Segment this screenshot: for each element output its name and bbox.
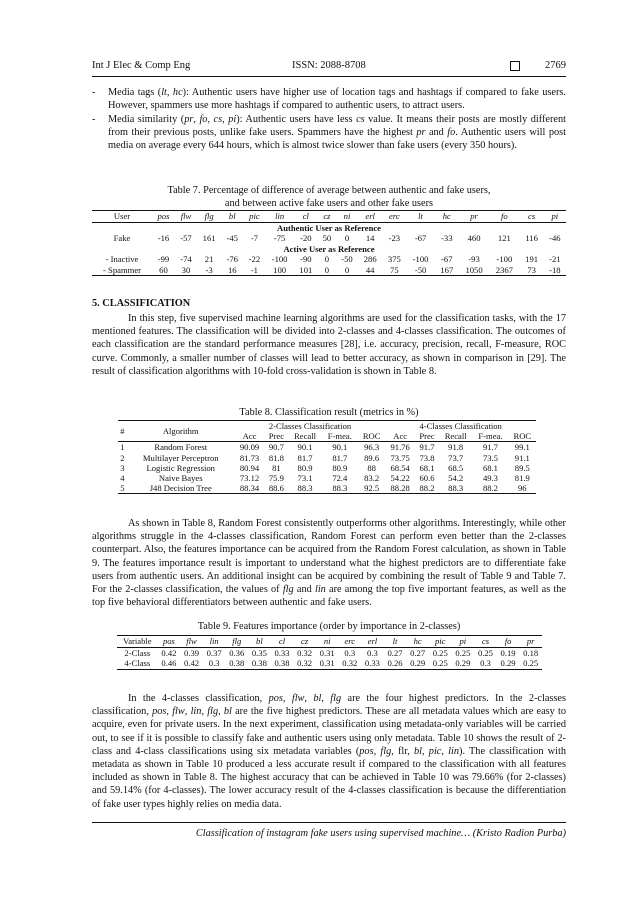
table-cell: 0.32 xyxy=(297,658,313,668)
table-cell: 0.33 xyxy=(364,658,380,668)
table-cell: pi xyxy=(551,211,559,221)
table-cell: 101 xyxy=(299,264,313,275)
text-run: , xyxy=(184,706,191,718)
table-cell: 0.3 xyxy=(367,647,378,658)
table-cell: Random Forest xyxy=(154,442,208,453)
table-row xyxy=(118,483,536,494)
table-cell: 75.9 xyxy=(268,473,284,484)
text-run: value. It means their posts are mostly different from their previous posts, unlike fake users. Spammers have the highest xyxy=(108,114,566,139)
text-run: In the 4-classes classification, xyxy=(128,693,269,704)
table-cell: Prec xyxy=(419,431,435,442)
table-cell: -18 xyxy=(549,264,561,275)
table-cell: 1050 xyxy=(465,264,483,275)
table-cell: 73.1 xyxy=(297,473,313,484)
table-cell: ni xyxy=(323,636,331,646)
table-cell: 191 xyxy=(525,254,539,264)
table-cell: 0.29 xyxy=(410,658,426,668)
table-cell: 0 xyxy=(344,264,350,275)
table-row xyxy=(118,453,536,463)
table-cell: 375 xyxy=(387,254,401,264)
table-cell: 68.54 xyxy=(390,462,410,473)
table-cell: flw xyxy=(180,211,192,221)
text-run: bl xyxy=(223,706,232,718)
table-cell: 0.33 xyxy=(274,647,290,658)
table-cell: pr xyxy=(470,211,478,221)
table-cell: Recall xyxy=(444,431,467,442)
table-cell: 73.7 xyxy=(448,452,464,463)
table-cell: hc xyxy=(413,636,422,646)
table-cell: flw xyxy=(186,636,197,646)
table-cell: 0.27 xyxy=(410,647,426,658)
text-run: pos xyxy=(268,693,283,704)
table-cell: 44 xyxy=(365,264,375,275)
table-cell: 0.42 xyxy=(161,647,177,658)
table-cell: 460 xyxy=(467,233,481,243)
text-run: pr xyxy=(416,127,426,139)
table-cell: -93 xyxy=(468,254,480,264)
table-cell: 0.36 xyxy=(229,647,245,658)
text-run: flg xyxy=(282,584,294,596)
text-run: . Authentic users will post media on average every 644 hours, which is almost twice slower than fake users (every 350 hours). xyxy=(108,127,566,152)
table-row xyxy=(117,647,542,658)
table-cell: pi xyxy=(459,636,467,646)
text-run: , xyxy=(166,706,173,718)
table-cell: 30 xyxy=(181,264,191,275)
table-cell: 0 xyxy=(344,233,350,243)
text-run: hc xyxy=(172,87,183,98)
bullet-media-similarity xyxy=(92,113,566,153)
table-cell: lin xyxy=(275,211,285,221)
table-cell: erc xyxy=(344,636,356,646)
text-run: , xyxy=(441,745,449,757)
table8-caption: Table 8. Classification result (metrics in %) xyxy=(239,407,419,418)
table-cell: 0.31 xyxy=(319,647,335,658)
text-run: flg xyxy=(207,706,219,718)
table-cell: 2 xyxy=(120,452,125,463)
table-cell: -90 xyxy=(300,254,312,264)
table-cell: pr xyxy=(526,636,535,646)
table-cell: -22 xyxy=(248,254,261,264)
text-run: fo xyxy=(447,127,456,139)
table-cell: flg xyxy=(232,636,242,646)
page-number: 2769 xyxy=(545,60,566,71)
table-cell: ni xyxy=(343,211,351,221)
table-cell: 68.1 xyxy=(482,462,498,473)
table-cell: - Inactive xyxy=(105,254,139,264)
table-cell: 54.2 xyxy=(448,473,464,484)
table-cell: 0.25 xyxy=(455,647,471,658)
table-cell: 3 xyxy=(120,462,125,473)
table-cell: 81.9 xyxy=(514,473,530,484)
text-run: cs xyxy=(356,114,365,125)
table-cell: 14 xyxy=(365,233,375,243)
table-cell: 286 xyxy=(363,254,377,264)
table-cell: 0.3 xyxy=(344,647,356,658)
table-cell: 91.1 xyxy=(514,452,530,463)
table-cell: 80.9 xyxy=(297,462,313,473)
text-run: , xyxy=(193,114,200,125)
table-cell: fo xyxy=(501,211,508,221)
table-cell: -100 xyxy=(271,254,288,264)
table-cell: 1 xyxy=(120,442,125,453)
table-cell: 90.09 xyxy=(239,442,260,453)
table-cell: -50 xyxy=(341,254,353,264)
table-cell: 116 xyxy=(525,233,538,243)
table-cell: 0.27 xyxy=(387,647,403,658)
table-row xyxy=(118,442,536,453)
table-cell: -50 xyxy=(414,264,427,275)
text-run: are among the top five important features, as well as the top five behavioral differentiators between authentic and fake users. xyxy=(92,584,566,609)
text-run: Media tags ( xyxy=(108,87,162,98)
table-cell: 99.1 xyxy=(514,442,530,453)
table-cell: cz xyxy=(323,211,331,221)
table-cell: 0.29 xyxy=(500,658,516,668)
table9-header-row xyxy=(117,636,542,648)
table-cell: Recall xyxy=(294,431,317,442)
table-cell: cs xyxy=(481,636,490,646)
bullet-text xyxy=(108,86,566,112)
text-run: bl xyxy=(414,745,423,757)
table-cell: lt xyxy=(418,211,423,221)
table-cell: 80.94 xyxy=(239,462,260,473)
footer-rule xyxy=(92,822,566,823)
table-cell: -7 xyxy=(250,233,258,243)
text-run: lin xyxy=(190,706,202,718)
table-cell: 90.1 xyxy=(332,442,348,453)
text-run: flw xyxy=(172,706,185,718)
table-cell: 90.7 xyxy=(268,442,284,453)
table-cell: 21 xyxy=(204,254,214,264)
square-icon xyxy=(510,61,520,71)
table-cell: 0.25 xyxy=(523,658,539,668)
table-cell: 68.1 xyxy=(419,462,435,473)
table-cell: Variable xyxy=(122,636,152,646)
text-run: lt xyxy=(161,87,167,98)
table-cell: 54.22 xyxy=(390,473,410,484)
table-cell: ROC xyxy=(513,431,532,442)
table-cell: -57 xyxy=(180,233,192,243)
text-run: pos xyxy=(359,745,374,757)
table-cell: -45 xyxy=(226,233,238,243)
table-cell: 0.39 xyxy=(184,647,200,658)
table-cell: 96.3 xyxy=(364,442,380,453)
table8-group-row xyxy=(118,421,536,432)
bullet-text xyxy=(108,113,566,153)
table-cell: 5 xyxy=(120,483,125,494)
table-cell: 73.75 xyxy=(390,452,410,463)
table-cell: 88.3 xyxy=(297,483,313,494)
text-run: Media similarity ( xyxy=(108,114,185,125)
section5-paragraph: In this step, five supervised machine learning algorithms are used for the classification tasks, with the 17 mentioned features. The classification will be divided into 2-classes and 4-classes classification. The outcomes of each classification are the standard performance measures [28], i.e. accuracy, precision, recall, F-measure, ROC curve. Commonly, a smaller number of classes will lead to better accuracy, as shown in comparison in [29]. The result of classification algorithms with 10-fold cross-validation is shown in Table 8. xyxy=(92,313,566,377)
table-row xyxy=(118,463,536,473)
bullet-media-tags xyxy=(92,86,566,112)
table-cell: Authentic User as Reference xyxy=(277,222,381,233)
table-cell: Acc xyxy=(242,431,257,442)
table-cell: 4 xyxy=(120,473,125,484)
text-run: pi xyxy=(228,114,237,125)
table-cell: -99 xyxy=(157,254,170,264)
text-run: , xyxy=(207,114,214,125)
table-cell: # xyxy=(120,426,125,437)
table-cell: F-mea. xyxy=(327,431,352,442)
table-cell: 91.76 xyxy=(390,442,410,453)
table-cell: User xyxy=(113,211,131,221)
text-run: pic xyxy=(428,745,442,757)
table-cell: 73.5 xyxy=(482,452,498,463)
table-cell: 0.38 xyxy=(274,658,290,668)
table-cell: 89.6 xyxy=(364,452,380,463)
text-run: As shown in Table 8, Random Forest consistently outperforms other algorithms. Interestingly, while other algorithms struggle in the 4-classes classification, Random Forest can perform even better than the 2-classes counterpart. Also, the features importance can be acquired from the Random Forest calculation, as shown in Table 9. The features importance result is important to understand what the highest predictors are to differentiate fake users from authentic users. An additional insight can be acquired by combining the result of Table 9 and Table 7. For the 2-classes classification, the values of xyxy=(92,518,566,596)
text-run: bl xyxy=(313,693,322,704)
text-run: are the four highest predictors. In the 2-classes classification, xyxy=(92,693,566,718)
table-cell: 96 xyxy=(518,483,527,494)
text-run: ): Authentic users have less xyxy=(236,114,357,125)
table-cell: pic xyxy=(434,636,446,646)
table-cell: 0.46 xyxy=(161,658,177,668)
table-cell: 0.29 xyxy=(455,658,471,668)
table-cell: -67 xyxy=(414,233,427,243)
table-cell: -21 xyxy=(549,254,561,264)
table7-header-row xyxy=(92,211,566,223)
table-cell: 90.1 xyxy=(297,442,313,453)
table-cell: 50 xyxy=(322,233,332,243)
table-cell: 4-Class xyxy=(124,658,151,668)
table-cell: 92.5 xyxy=(364,483,380,494)
table7-caption: Table 7. Percentage of difference of average between authentic and fake users, and between active fake users and other fake users xyxy=(167,185,491,209)
table-cell: -76 xyxy=(226,254,238,264)
table-row xyxy=(92,254,566,265)
table-cell: -3 xyxy=(205,264,213,275)
text-run: , xyxy=(304,693,314,704)
table-cell: erl xyxy=(365,211,375,221)
table-cell: 0 xyxy=(324,264,330,275)
bullet-dash: - xyxy=(92,87,96,98)
table-cell: 88.2 xyxy=(419,483,435,494)
text-run: and xyxy=(425,127,448,139)
table-cell: 0 xyxy=(324,254,330,264)
table-cell: 83.2 xyxy=(364,473,380,484)
table-cell: 0.25 xyxy=(432,658,448,668)
table-cell: lin xyxy=(209,636,219,646)
table-cell: 0.37 xyxy=(206,647,222,658)
table-cell: 0.32 xyxy=(342,658,358,668)
table-cell: 88 xyxy=(367,462,376,473)
table-cell: -16 xyxy=(157,233,170,243)
table-cell: 81.7 xyxy=(297,452,313,463)
table-cell: flg xyxy=(204,211,214,221)
table7 xyxy=(92,210,566,276)
text-run: , xyxy=(218,706,224,718)
table7-section-active xyxy=(92,244,566,255)
table-cell: bl xyxy=(256,636,263,646)
table9-caption: Table 9. Features importance (order by importance in 2-classes) xyxy=(197,621,461,632)
text-run: , flr, xyxy=(391,745,415,757)
text-run: ): Authentic users have higher use of location tags and hashtags if compared to fake users. However, spammers use more hashtags if compared to authentic users, to attract users. xyxy=(108,87,566,112)
issn: ISSN: 2088-8708 xyxy=(292,60,366,71)
table-cell: 0.3 xyxy=(208,658,220,668)
table-cell: 88.3 xyxy=(448,483,464,494)
table-cell: -74 xyxy=(180,254,192,264)
table-cell: 81.73 xyxy=(239,452,260,463)
table-row xyxy=(118,473,536,483)
text-run: and xyxy=(293,584,315,596)
table-cell: 0.19 xyxy=(500,647,516,658)
table-cell: pos xyxy=(162,636,175,646)
table-cell: Naive Bayes xyxy=(158,473,203,484)
table-cell: 0.26 xyxy=(387,658,403,668)
text-run: pos xyxy=(152,706,167,718)
table-cell: erc xyxy=(389,211,400,221)
table-cell: 73 xyxy=(527,264,536,275)
table-cell: 0.42 xyxy=(184,658,200,668)
table-cell: 0.38 xyxy=(229,658,245,668)
table-cell: 73.12 xyxy=(239,473,260,484)
table-cell: -100 xyxy=(496,254,513,264)
table-cell: 0.3 xyxy=(480,658,491,668)
table-cell: 68.5 xyxy=(448,462,464,473)
table-cell: 0.25 xyxy=(432,647,448,658)
table-cell: 0.18 xyxy=(523,647,539,658)
table-cell: 91.8 xyxy=(448,442,464,453)
text-run: cs xyxy=(213,114,223,125)
table-cell: -33 xyxy=(441,233,453,243)
table-cell: bl xyxy=(228,211,236,221)
table-cell: Acc xyxy=(393,431,408,442)
table-cell: 88.34 xyxy=(239,483,260,494)
journal-name: Int J Elec & Comp Eng xyxy=(92,60,191,71)
table-cell: erl xyxy=(367,636,378,646)
table-cell: 100 xyxy=(273,264,287,275)
table-cell: 89.5 xyxy=(514,462,530,473)
table-cell: 2-Class xyxy=(124,647,151,658)
table-cell: 0.32 xyxy=(297,647,313,658)
text-run: pr xyxy=(184,114,194,125)
table-cell: 88.6 xyxy=(268,483,284,494)
text-run: flg xyxy=(380,745,392,757)
table-cell: Algorithm xyxy=(162,426,199,437)
table-cell: - Spammer xyxy=(103,264,141,275)
table-cell: Multilayer Perceptron xyxy=(142,452,219,463)
table-cell: hc xyxy=(442,211,451,221)
text-run: , xyxy=(282,693,292,704)
table7-section-authentic xyxy=(92,222,566,233)
table-cell: 72.4 xyxy=(332,473,348,484)
table-cell: 60.6 xyxy=(419,473,435,484)
table-cell: 88.28 xyxy=(390,483,410,494)
table-cell: 2367 xyxy=(495,264,513,275)
table-cell: 121 xyxy=(497,233,511,243)
table-cell: Logistic Regression xyxy=(146,462,215,473)
table-row xyxy=(92,233,566,244)
text-run: , xyxy=(321,693,331,704)
table-cell: 91.7 xyxy=(482,442,498,453)
table-cell: 80.9 xyxy=(332,462,348,473)
table-cell: 2-Classes Classification xyxy=(268,421,352,431)
table-cell: Fake xyxy=(113,233,131,243)
metadata-paragraph xyxy=(92,692,566,811)
table-cell: 88.2 xyxy=(482,483,498,494)
table-cell: 60 xyxy=(159,264,168,275)
text-run: , xyxy=(166,87,173,98)
table-cell: 91.7 xyxy=(419,442,435,453)
table-cell: -46 xyxy=(549,233,561,243)
table-cell: J48 Decision Tree xyxy=(149,483,212,494)
table-cell: cl xyxy=(278,636,286,646)
table-cell: -20 xyxy=(300,233,312,243)
table-cell: ROC xyxy=(362,431,381,442)
table-cell: fo xyxy=(504,636,512,646)
table-cell: F-mea. xyxy=(478,431,503,442)
bullet-dash: - xyxy=(92,114,96,125)
table-cell: 81 xyxy=(272,462,281,473)
table-cell: lt xyxy=(392,636,398,646)
table-cell: pos xyxy=(157,211,170,221)
table8 xyxy=(118,420,536,494)
table-cell: 73.8 xyxy=(419,452,435,463)
table-cell: 0.31 xyxy=(319,658,335,668)
text-run: lin xyxy=(314,584,326,596)
text-run: ). The classification with metadata as shown in Table 10 produced a less accurate result if compared to the classification with all features included as shown in Table 8. The highest accuracy that can be achieved in Table 10 was 79.66% (for 2-classes) and 59.14% (for 4-classes). The lower accuracy result of the 4-classes classification is because the differentiation of fake user types highly relies on media data. xyxy=(92,745,566,810)
text-run: , xyxy=(201,706,208,718)
text-run: , xyxy=(222,114,229,125)
table9 xyxy=(117,635,542,670)
text-run: , xyxy=(373,745,381,757)
table-cell: 0.38 xyxy=(251,658,267,668)
table-row xyxy=(92,265,566,276)
text-run: flg xyxy=(330,693,342,704)
table-cell: 16 xyxy=(227,264,237,275)
table-cell: -67 xyxy=(441,254,453,264)
table-cell: -23 xyxy=(388,233,401,243)
section-heading: 5. CLASSIFICATION xyxy=(92,298,191,309)
table-cell: Prec xyxy=(268,431,285,442)
table-cell: 75 xyxy=(390,264,399,275)
table-cell: Active User as Reference xyxy=(283,243,375,254)
text-run: fo xyxy=(199,114,208,125)
table-row xyxy=(117,658,542,669)
table-cell: cs xyxy=(528,211,536,221)
text-run: , xyxy=(422,745,429,757)
table-cell: cl xyxy=(302,211,309,221)
text-run: flw xyxy=(291,693,305,704)
text-run: are the five highest predictors. These are all metadata values which are easy to acquire, even for private users. In the next experiment, classification using metadata-only variables will be carried out, to see if it is possible to classify fake and authentic users using only metadata. Table 10 shows the result of 2-class and 4-class classifications using six metadata variables ( xyxy=(92,706,567,757)
running-footer: Classification of instagram fake users using supervised machine… (Kristo Radion Purba) xyxy=(195,828,566,839)
table-cell: 81.7 xyxy=(332,452,348,463)
table-cell: 4-Classes Classification xyxy=(419,421,502,431)
text-run: lin xyxy=(448,745,460,757)
table-cell: -75 xyxy=(273,233,286,243)
table-cell: pic xyxy=(249,211,260,221)
table-cell: 0.35 xyxy=(251,647,267,658)
table-cell: 167 xyxy=(440,264,454,275)
header-rule xyxy=(92,76,566,77)
table-cell: 49.3 xyxy=(482,473,498,484)
table-cell: -100 xyxy=(412,254,429,264)
table-cell: cz xyxy=(301,636,309,646)
table-cell: -1 xyxy=(250,264,258,275)
table-cell: 81.8 xyxy=(268,452,284,463)
table-cell: 161 xyxy=(202,233,216,243)
table-cell: 88.3 xyxy=(332,483,348,494)
results-paragraph xyxy=(92,517,566,609)
table-cell: 0.25 xyxy=(477,647,493,658)
